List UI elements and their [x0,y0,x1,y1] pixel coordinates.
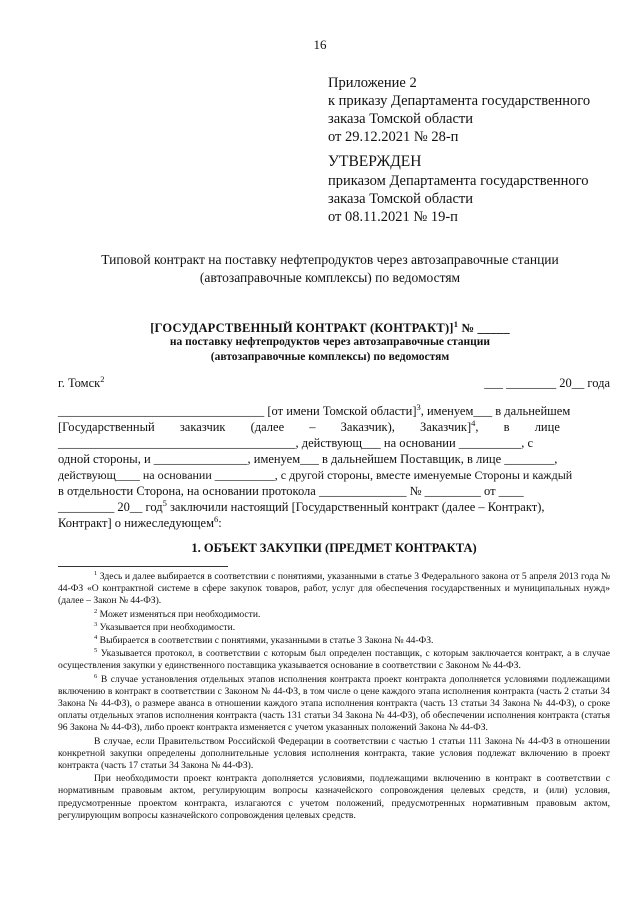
preamble-line [58,515,610,531]
preamble-text: Контракт] о нижеследующем [58,516,215,530]
footnote-number: 6 [94,672,98,680]
footnote [58,622,610,634]
preamble-line: действующ____ на основании __________, с другой стороны, вместе именуемые Стороны и каждый [58,468,573,482]
preamble-line [58,499,610,515]
appendix-block [328,74,590,146]
footnote-number: 5 [94,647,98,655]
footnotes [58,571,610,823]
footnote-ref: 5 [162,497,167,508]
footnote [58,609,610,621]
approved-line: от 08.11.2021 № 19-п [328,209,458,225]
appendix-line: заказа Томской области [328,111,473,127]
preamble-line: одной стороны, и _______________, именуем___ в дальнейшем Поставщик, в лице ________, [58,452,558,466]
footnote-ref: 2 [100,373,105,384]
city: г. Томск [58,376,101,390]
preamble-line [58,419,610,435]
contract-subheading-line: (автозаправочные комплексы) по ведомостям [210,351,450,363]
contract-subheading-line: на поставку нефтепродуктов через автозаправочные станции [169,336,491,348]
footnote-text: Указывается при необходимости. [97,621,236,633]
approved-line: заказа Томской области [328,191,473,207]
footnote-text: Здесь и далее выбирается в соответствии с понятиями, указанными в статье 3 Федерального закона от 5 апреля 2013 года № 44-ФЗ «О контрактной системе в сфере закупок товаров, работ, услуг для обеспечения государственных и муниципальных нужд» (далее – Закон № 44-ФЗ). [58,571,610,607]
preamble-text: , именуем___ в дальнейшем [420,404,571,418]
contract-date: ___ ________ 20__ года [484,376,610,390]
document-title-line: (автозаправочные комплексы) по ведомостям [199,270,461,285]
footnote-text: В случае установления отдельных этапов исполнения контракта проект контракта дополняется условиями подлежащими включению в контракт в соответствии с Законом № 44-ФЗ, в том числе о цене каждого этапа исполнения контракта (часть 2 статьи 34 Закона № 44-ФЗ), о размере аванса в отношении каждого этапа исполнения контракта (часть 13 статьи 34 Закона № 44-ФЗ), о сроке оплаты отдельных этапов исполнения контракта (часть 131 статьи 34 Закона № 44-ФЗ), об обеспечении исполнения контракта (статья 96 Закона № 44-ФЗ), либо проект контракта изменяется с учетом указанных положений Закона № 44-ФЗ. [58,673,610,734]
footnote-ref: 3 [416,401,421,412]
approved-block [328,152,589,226]
section-title: 1. ОБЪЕКТ ЗАКУПКИ (ПРЕДМЕТ КОНТРАКТА) [191,541,477,555]
contract-subheading [60,335,600,365]
approved-line: приказом Департамента государственного [328,173,589,189]
preamble-line: в отдельности Сторона, на основании протокола ______________ № _________ от ____ [58,484,524,498]
footnote-text: Выбирается в соответствии с понятиями, указанными в статье 3 Закона № 44-ФЗ. [97,635,434,647]
appendix-label: Приложение 2 [328,75,417,91]
city-date-row [58,373,610,391]
footnote-text: Указывается протокол, в соответствии с которым был определен поставщик, с которым заключается контракт, а в случае осуществления закупки у единственного поставщика указывается основание в соответствии с Законом № 44-ФЗ. [58,648,610,672]
footnote-number: 1 [94,569,98,577]
footnote-ref: 1 [453,318,459,329]
appendix-line: от 29.12.2021 № 28-п [328,129,459,145]
footnote [58,648,610,672]
footnote-paragraph: При необходимости проект контракта дополняется условиями, подлежащими включению в контракт в соответствии с нормативным правовым актом, регулирующим вопросы казначейского сопровождения целевых средств, и (или) условия, предусмотренные проектом контракта, излагаются с учетом положений, предусмотренных нормативным правовым актом, регулирующим вопросы казначейского сопровождения целевых средств. [58,773,610,821]
document-title [60,251,600,287]
footnote-number: 3 [94,620,98,628]
preamble-text: , в лице [475,420,560,434]
footnote-paragraph: В случае, если Правительством Российской Федерации в соответствии с частью 1 статьи 111 Закона № 44-ФЗ в отношении конкретной закупки определены дополнительные условия исполнения контракта, такие условия подлежат включению в проект контракта (часть 17 статьи 34 Закона № 44-ФЗ). [58,735,610,772]
footnote [58,571,610,608]
preamble-text: _________ 20__ год [58,500,163,514]
preamble-line: ______________________________________, действующ___ на основании __________, с [58,436,534,450]
footnote-number: 4 [94,633,98,641]
approved-label: УТВЕРЖДЕН [328,153,422,170]
preamble-text: [Государственный заказчик (далее – Заказчик), Заказчик] [58,420,472,434]
footnote-number: 2 [94,607,98,615]
preamble-text: : [218,516,222,530]
appendix-line: к приказу Департамента государственного [328,93,591,109]
preamble-text: _________________________________ [от имени Томской области] [58,404,417,418]
footnote-divider [58,566,228,567]
contract-heading [60,318,600,336]
footnote [58,674,610,735]
preamble-text: заключили настоящий [Государственный контракт (далее – Контракт), [166,500,545,514]
footnote-text: Может изменяться при необходимости. [97,608,261,620]
footnote-ref: 4 [471,417,476,428]
document-title-line: Типовой контракт на поставку нефтепродуктов через автозаправочные станции [101,252,559,267]
preamble [58,403,610,531]
page-number: 16 [313,37,327,52]
contract-number: № _____ [458,321,510,335]
contract-heading-text: [ГОСУДАРСТВЕННЫЙ КОНТРАКТ (КОНТРАКТ)] [150,321,454,335]
footnote [58,635,610,647]
footnote-ref: 6 [214,513,219,524]
preamble-line [58,403,610,419]
